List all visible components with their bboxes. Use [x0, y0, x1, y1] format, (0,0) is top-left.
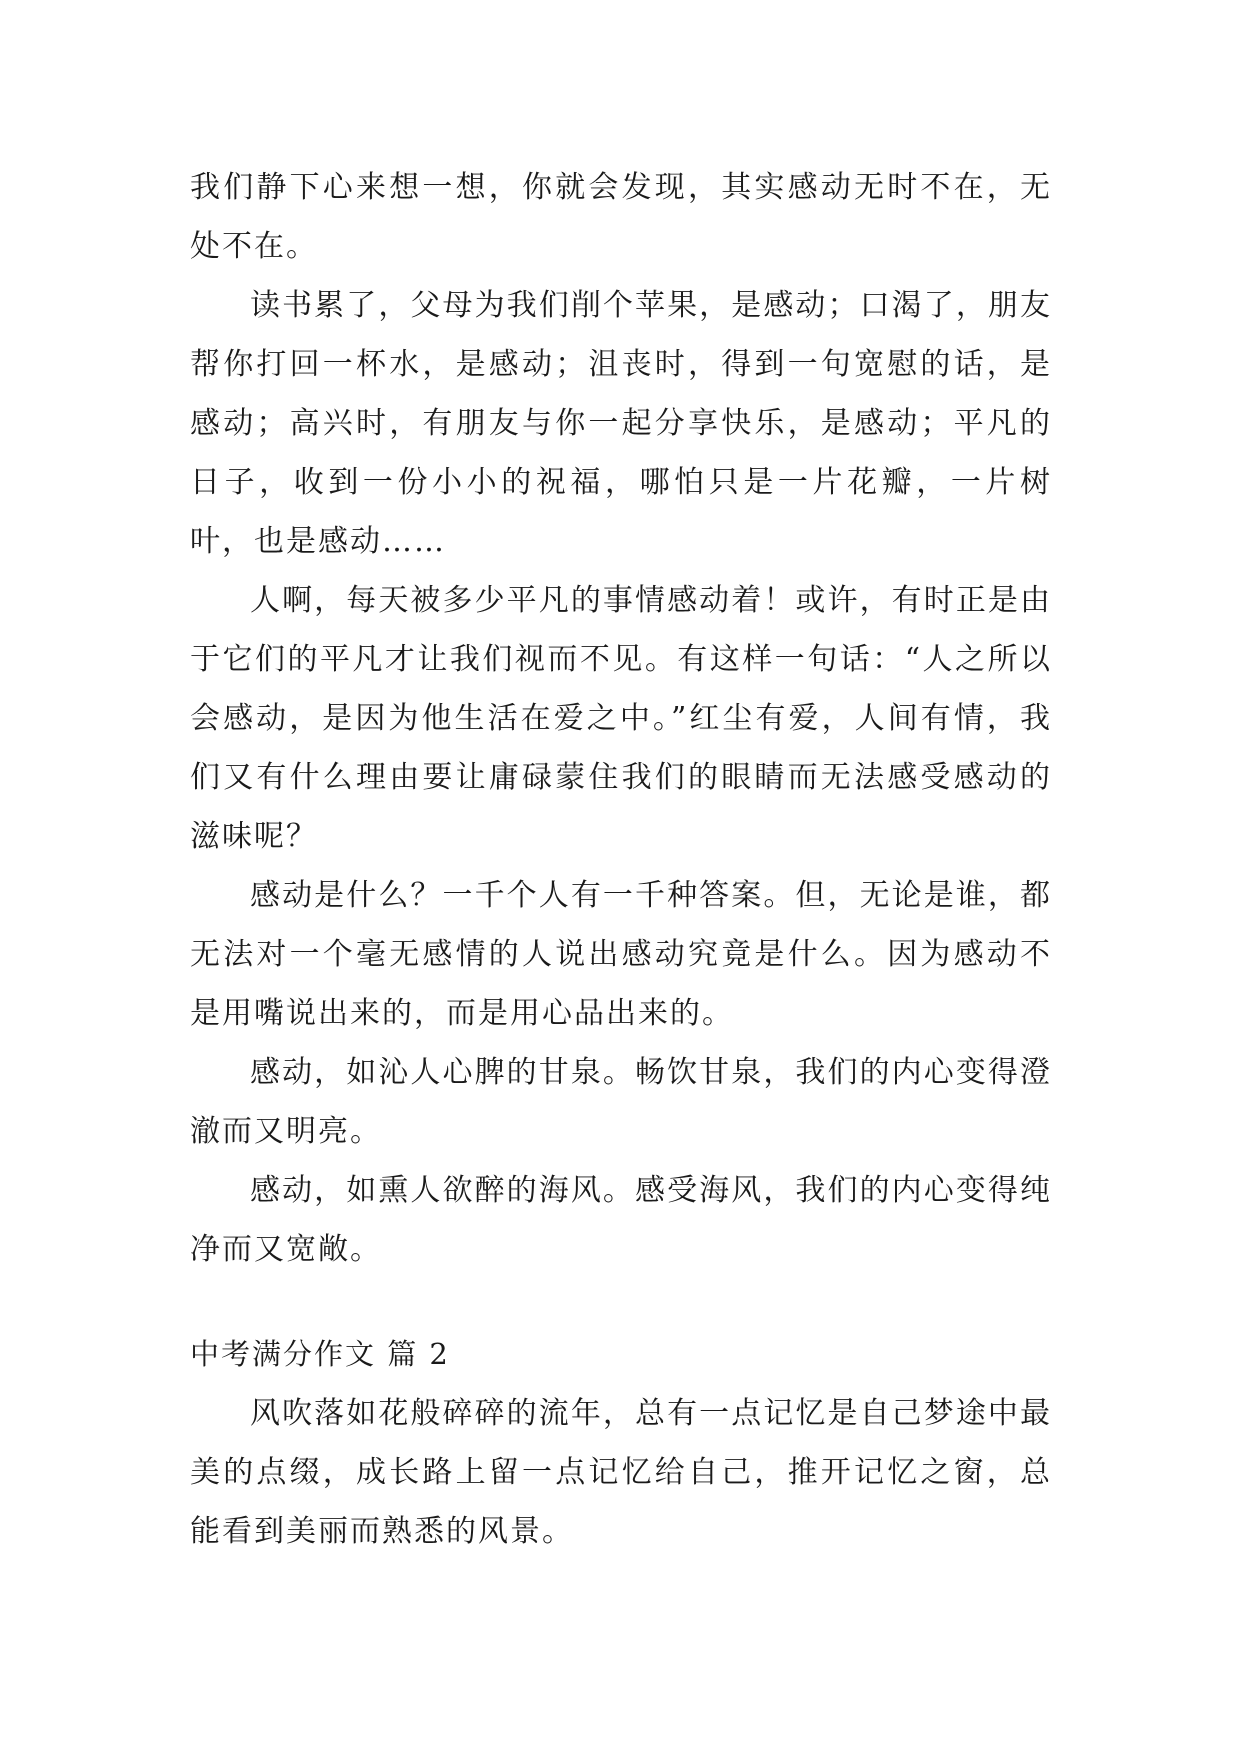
- paragraph: 风吹落如花般碎碎的流年，总有一点记忆是自己梦途中最美的点缀，成长路上留一点记忆给自己，推开记忆之窗，总能看到美丽而熟悉的风景。: [190, 1396, 1052, 1549]
- paragraph: 读书累了，父母为我们削个苹果，是感动；口渴了，朋友帮你打回一杯水，是感动；沮丧时，得到一句宽慰的话，是感动；高兴时，有朋友与你一起分享快乐，是感动；平凡的日子，收到一份小小的祝福，哪怕只是一片花瓣，一片树叶，也是感动……: [190, 288, 1052, 559]
- section-heading: 中考满分作文 篇 2: [190, 1337, 450, 1371]
- paragraph: 人啊，每天被多少平凡的事情感动着！或许，有时正是由于它们的平凡才让我们视而不见。有这样一句话：“人之所以会感动，是因为他生活在爱之中。”红尘有爱，人间有情，我们又有什么理由要让庸碌蒙住我们的眼睛而无法感受感动的滋味呢？: [190, 583, 1052, 854]
- paragraph: 感动，如熏人欲醉的海风。感受海风，我们的内心变得纯净而又宽敞。: [190, 1173, 1052, 1267]
- document-body: [190, 158, 1052, 1561]
- paragraph-continuation: 我们静下心来想一想，你就会发现，其实感动无时不在，无处不在。: [190, 170, 1052, 264]
- paragraph: 感动是什么？一千个人有一千种答案。但，无论是谁，都无法对一个毫无感情的人说出感动究竟是什么。因为感动不是用嘴说出来的，而是用心品出来的。: [190, 878, 1052, 1031]
- paragraph: 感动，如沁人心脾的甘泉。畅饮甘泉，我们的内心变得澄澈而又明亮。: [190, 1055, 1052, 1149]
